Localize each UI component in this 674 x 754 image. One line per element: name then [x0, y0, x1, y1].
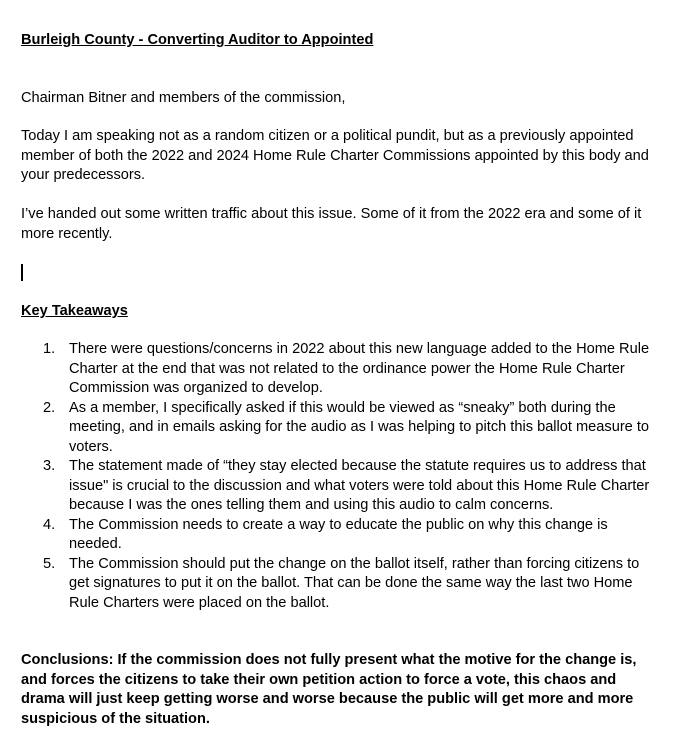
list-item-number: 4. — [43, 516, 56, 533]
list-item — [21, 340, 651, 399]
list-item — [21, 457, 651, 516]
takeaways-list — [21, 340, 651, 613]
salutation-paragraph: Chairman Bitner and members of the commission, — [21, 90, 346, 106]
list-item — [21, 516, 651, 555]
list-item-text: The Commission needs to create a way to educate the public on why this change is needed. — [69, 516, 608, 552]
list-item-text: As a member, I specifically asked if this would be viewed as “sneaky” both during the meeting, and in emails asking for the audio as I was helping to pitch this ballot measure to voters. — [69, 399, 650, 455]
list-item-number: 2. — [43, 399, 56, 416]
list-item-number: 5. — [43, 555, 56, 572]
list-item — [21, 399, 651, 458]
conclusion-paragraph: Conclusions: If the commission does not fully present what the motive for the change is, and forces the citizens to take their own petition action to force a vote, this chaos and drama will just keep getting worse and worse because the public will get more and more suspicious of the situation. — [21, 652, 637, 727]
list-item — [21, 555, 651, 614]
intro-paragraph: Today I am speaking not as a random citizen or a political pundit, but as a previously appointed member of both the 2022 and 2024 Home Rule Charter Commissions appointed by this body and your predecessors. — [21, 128, 649, 183]
list-item-number: 3. — [43, 458, 56, 474]
document-title: Burleigh County - Converting Auditor to Appointed — [21, 32, 374, 48]
handout-paragraph: I’ve handed out some written traffic about this issue. Some of it from the 2022 era and some of it more recently. — [21, 206, 642, 242]
list-item-text: There were questions/concerns in 2022 about this new language added to the Home Rule Charter at the end that was not related to the ordinance power the Home Rule Charter Commission was organized to develop. — [69, 341, 650, 396]
list-item-number: 1. — [43, 341, 56, 357]
list-item-text: The Commission should put the change on the ballot itself, rather than forcing citizens to get signatures to put it on the ballot. That can be done the same way the last two Home Rule Charters were placed on the ballot. — [69, 555, 640, 611]
text-cursor[interactable] — [21, 264, 23, 281]
list-item-text: The statement made of “they stay elected because the statute requires us to address that issue" is crucial to the discussion and what voters were told about this Home Rule Charter because I was the ones telling them and using this audio to calm concerns. — [69, 458, 650, 513]
key-takeaways-heading: Key Takeaways — [21, 303, 128, 319]
